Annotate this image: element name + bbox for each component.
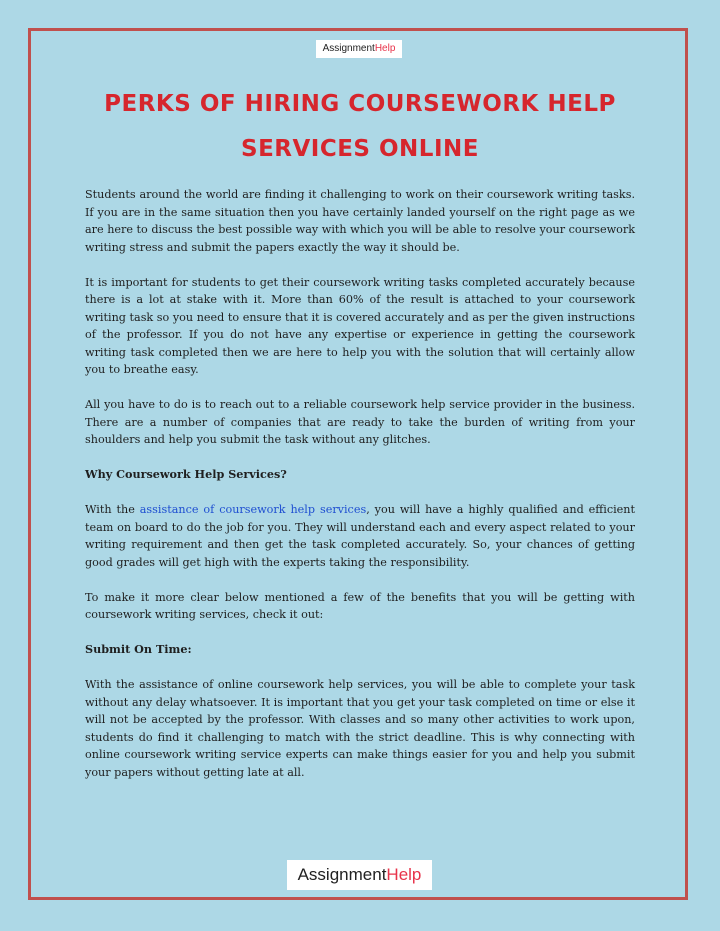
logo-bottom-part1: Assignment <box>297 865 387 884</box>
paragraph-assistance-end: , you will have a highly qualified and efficient team on board to do the job for you. They will understand each and every aspect related to your writing requirement and then get the task completed accurately. So, your chances of getting good grades will get high with the experts taking the responsibility. <box>85 503 635 569</box>
assignment-help-logo-bottom <box>287 860 432 890</box>
heading-why-coursework-help: Why Coursework Help Services? <box>85 467 287 481</box>
assignment-help-logo-top <box>316 40 402 58</box>
title-line-2: SERVICES ONLINE <box>241 136 479 162</box>
heading-submit-on-time: Submit On Time: <box>85 642 192 656</box>
page-title <box>60 82 660 172</box>
logo-bottom-part2: Help <box>386 865 422 884</box>
logo-text-part2: Help <box>374 43 396 54</box>
paragraph-assistance-start: With the <box>85 503 140 516</box>
paragraph-reach-out: All you have to do is to reach out to a reliable coursework help service provider in the business. There are a number of companies that are ready to take the burden of writing from your shoulders and help you submit the task without any glitches. <box>85 398 635 446</box>
paragraph-submit-on-time: With the assistance of online coursework help services, you will be able to complete your task without any delay whatsoever. It is important that you get your task completed on time or else it will not be accepted by the professor. With classes and so many other activities to work upon, students do find it challenging to match with the strict deadline. This is why connecting with online coursework writing service experts can make things easier for you and help you submit your papers without getting late at all. <box>85 678 635 779</box>
paragraph-importance: It is important for students to get their coursework writing tasks completed accurately because there is a lot at stake with it. More than 60% of the result is attached to your coursework writing task so you need to ensure that it is covered accurately and as per the given instructions of the professor. If you do not have any expertise or experience in getting the coursework writing task completed then we are here to help you with the solution that will certainly allow you to breathe easy. <box>85 275 635 376</box>
paragraph-assistance <box>85 501 635 571</box>
paragraph-benefits-intro: To make it more clear below mentioned a few of the benefits that you will be getting with coursework writing services, check it out: <box>85 590 635 621</box>
paragraph-intro: Students around the world are finding it challenging to work on their coursework writing tasks. If you are in the same situation then you have certainly landed yourself on the right page as we are here to discuss the best possible way with which you will be able to resolve your coursework writing stress and submit the papers exactly the way it should be. <box>85 188 636 254</box>
logo-text-part1: Assignment <box>322 43 375 54</box>
title-line-1: PERKS OF HIRING COURSEWORK HELP <box>104 91 616 117</box>
coursework-help-link[interactable]: assistance of coursework help services <box>139 503 367 516</box>
article-body <box>85 186 635 799</box>
